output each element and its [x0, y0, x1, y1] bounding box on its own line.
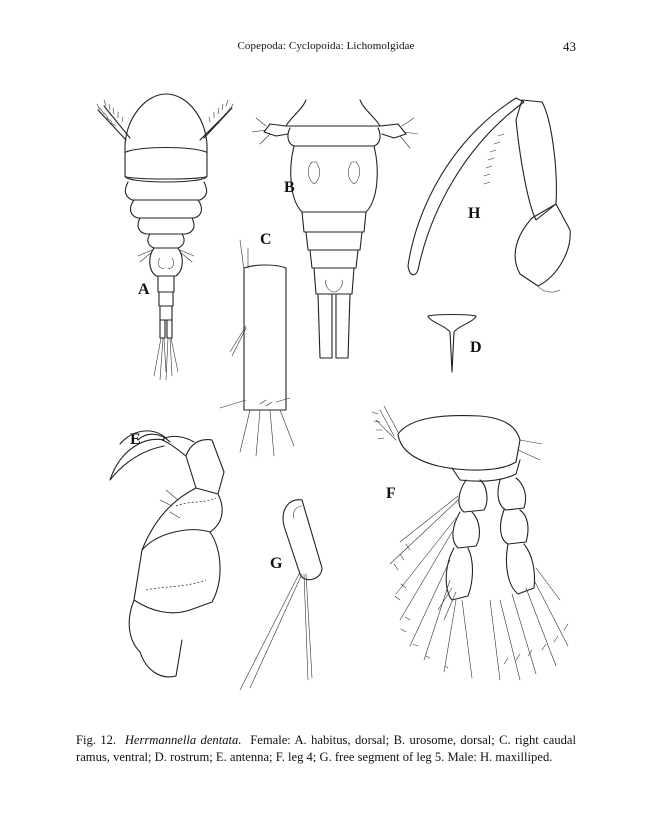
panel-e-antenna [110, 431, 224, 677]
panel-b-label: B [284, 179, 295, 196]
panel-g-label: G [270, 555, 283, 572]
figure-drawings [80, 80, 580, 700]
panel-c-caudal-ramus [220, 231, 294, 456]
panel-h-maxilliped [408, 98, 570, 292]
panel-a-habitus [97, 94, 233, 380]
panel-f-leg4 [372, 406, 568, 680]
page-number: 43 [563, 39, 576, 54]
panel-g-leg5 [240, 500, 322, 690]
panel-b-urosome [252, 100, 418, 358]
panel-d-rostrum [428, 315, 482, 373]
caption-species: Herrmannella dentata. [124, 733, 242, 747]
panel-a-label: A [138, 281, 150, 298]
panel-c-label: C [260, 231, 272, 248]
panel-f-label: F [386, 485, 396, 502]
panel-e-label: E [130, 431, 141, 448]
figure-caption [76, 732, 576, 766]
caption-fig-number: Fig. 12. [76, 733, 117, 747]
caption-text: Female: A. habitus, dorsal; B. urosome, dorsal; C. right caudal ramus, ventral; D. rostrum; E. antenna; F. leg 4; G. free segment of leg 5. Male: H. maxilliped. [76, 733, 577, 764]
panel-h-label: H [468, 205, 481, 222]
figure-plate [80, 80, 580, 700]
panel-d-label: D [470, 339, 482, 356]
running-head: Copepoda: Cyclopoida: Lichomolgidae [237, 40, 415, 52]
